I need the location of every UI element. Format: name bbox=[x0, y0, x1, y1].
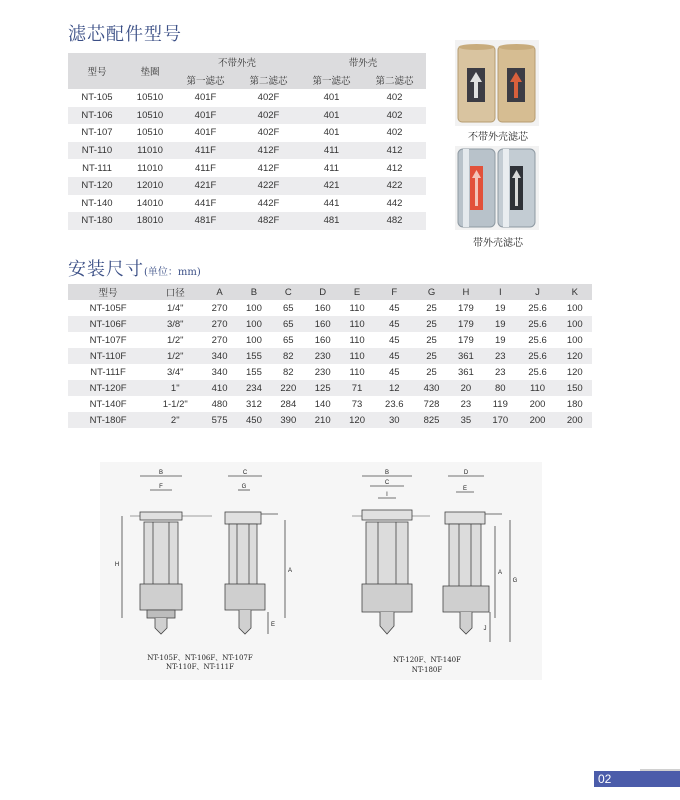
table-cell: NT-106F bbox=[68, 316, 148, 332]
column-header: I bbox=[483, 284, 517, 300]
table-cell: 402 bbox=[363, 107, 426, 125]
table-cell: 10510 bbox=[136, 92, 164, 104]
table-row bbox=[68, 124, 426, 142]
table-cell: 312 bbox=[246, 398, 262, 410]
table-cell: 402F bbox=[257, 127, 280, 139]
table-cell: NT-105 bbox=[81, 92, 113, 104]
dim-label-i: I bbox=[386, 492, 388, 498]
table-cell: 23.6 bbox=[385, 398, 404, 410]
table-cell: NT-180F bbox=[68, 412, 148, 428]
table-cell: 1/2" bbox=[148, 348, 202, 364]
table-row bbox=[68, 380, 592, 396]
header-second-filter: 第二滤芯 bbox=[237, 71, 300, 89]
table-cell: 25 bbox=[426, 302, 437, 314]
column-header: A bbox=[202, 284, 236, 300]
table-cell: 411 bbox=[300, 142, 363, 160]
table-cell: 19 bbox=[494, 334, 506, 346]
table-cell: NT-107F bbox=[89, 334, 127, 346]
table-row bbox=[68, 316, 592, 332]
table-cell: 340 bbox=[211, 366, 228, 378]
table-cell: 180 bbox=[566, 398, 583, 410]
table-cell: 210 bbox=[306, 412, 340, 428]
table-cell: 19 bbox=[483, 316, 517, 332]
table-cell: 200 bbox=[517, 412, 557, 428]
header-with-shell: 带外壳 bbox=[300, 53, 426, 71]
table-cell: 390 bbox=[271, 412, 305, 428]
dim-label-a-right: A bbox=[497, 570, 503, 576]
table-cell: 155 bbox=[237, 348, 271, 364]
header-no-shell: 不带外壳 bbox=[174, 53, 300, 71]
table-cell: 441F bbox=[194, 197, 217, 209]
column-header: 型号 bbox=[68, 284, 148, 300]
table-cell: 155 bbox=[246, 366, 262, 378]
column-header: H bbox=[449, 284, 483, 300]
table-cell: 361 bbox=[449, 348, 483, 364]
table-cell: NT-110 bbox=[68, 142, 126, 160]
table-cell: 73 bbox=[351, 398, 363, 410]
table-cell: 10510 bbox=[126, 107, 174, 125]
table-cell: 23 bbox=[483, 348, 517, 364]
table-cell: 3/8" bbox=[148, 316, 202, 332]
table-cell: 430 bbox=[414, 380, 448, 396]
table-cell: 401 bbox=[323, 92, 340, 104]
table-cell: 25.6 bbox=[517, 316, 557, 332]
table-cell: 11010 bbox=[126, 142, 174, 160]
table-cell: 100 bbox=[558, 316, 592, 332]
table-cell: 402F bbox=[257, 92, 280, 104]
table-cell: 575 bbox=[202, 412, 236, 428]
table-row bbox=[68, 332, 592, 348]
table-cell: 412 bbox=[386, 162, 403, 174]
table-cell: 45 bbox=[389, 302, 400, 314]
dim-label-c-right: C bbox=[384, 480, 390, 486]
table-cell: 110 bbox=[349, 302, 365, 314]
table-cell: 30 bbox=[374, 412, 414, 428]
table-cell: 110 bbox=[340, 316, 374, 332]
table-cell: 65 bbox=[283, 334, 294, 346]
table-cell: 25 bbox=[414, 348, 448, 364]
table-cell: 234 bbox=[237, 380, 271, 396]
table-cell: 160 bbox=[306, 316, 340, 332]
table-cell: 402 bbox=[386, 92, 403, 104]
table-row bbox=[68, 177, 426, 195]
column-header: G bbox=[414, 284, 448, 300]
table-cell: 71 bbox=[340, 380, 374, 396]
table-cell: 12 bbox=[374, 380, 414, 396]
table-row bbox=[68, 195, 426, 213]
table-cell: 402 bbox=[386, 127, 403, 139]
table-cell: 411F bbox=[174, 142, 237, 160]
table-cell: 25 bbox=[414, 316, 448, 332]
table-cell: 482 bbox=[363, 212, 426, 230]
table-cell: 411 bbox=[323, 162, 340, 174]
dimensions-header-row bbox=[68, 284, 592, 300]
caption-no-shell: 不带外壳滤芯 bbox=[468, 132, 528, 143]
table-cell: 25 bbox=[426, 366, 437, 378]
column-header: K bbox=[558, 284, 592, 300]
table-cell: 442F bbox=[257, 197, 280, 209]
table-cell: NT-120 bbox=[68, 177, 126, 195]
table-cell: 25.6 bbox=[528, 302, 547, 314]
table-cell: 200 bbox=[529, 398, 546, 410]
table-cell: NT-111F bbox=[90, 366, 126, 378]
table-cell: 23 bbox=[494, 366, 506, 378]
dim-label-g-right: G bbox=[512, 578, 518, 584]
filter-parts-table bbox=[68, 53, 426, 230]
table-cell: 340 bbox=[202, 348, 236, 364]
table-cell: 411F bbox=[195, 162, 216, 174]
dim-label-c: C bbox=[242, 470, 248, 476]
dim-label-j: J bbox=[483, 626, 487, 632]
dim-label-f: F bbox=[159, 484, 163, 490]
table-cell: 270 bbox=[202, 316, 236, 332]
table-cell: 179 bbox=[457, 334, 474, 346]
table-row bbox=[68, 364, 592, 380]
dim-label-a: A bbox=[287, 568, 293, 574]
table-cell: 481 bbox=[300, 212, 363, 230]
table-cell: 401 bbox=[323, 127, 340, 139]
dim-label-e-right: E bbox=[462, 486, 468, 492]
table-cell: 125 bbox=[306, 380, 340, 396]
table-cell: 100 bbox=[246, 334, 262, 346]
table-cell: 110 bbox=[349, 334, 365, 346]
table-cell: 12010 bbox=[126, 177, 174, 195]
table-cell: 20 bbox=[449, 380, 483, 396]
table-cell: 481F bbox=[174, 212, 237, 230]
table-cell: 14010 bbox=[136, 197, 164, 209]
table-cell: 100 bbox=[566, 302, 583, 314]
table-cell: 160 bbox=[314, 334, 331, 346]
table-cell: 421 bbox=[300, 177, 363, 195]
dim-label-d: D bbox=[463, 470, 469, 476]
table-row bbox=[68, 89, 426, 107]
column-header: E bbox=[340, 284, 374, 300]
table-row bbox=[68, 142, 426, 160]
table-cell: 119 bbox=[492, 398, 508, 410]
table-row bbox=[68, 348, 592, 364]
dim-label-b-right: B bbox=[384, 470, 390, 476]
table-cell: NT-107 bbox=[81, 127, 113, 139]
column-header: J bbox=[517, 284, 557, 300]
table-cell: 401F bbox=[174, 107, 237, 125]
table-cell: 422 bbox=[363, 177, 426, 195]
table-cell: 412F bbox=[237, 142, 300, 160]
table-cell: 230 bbox=[314, 366, 331, 378]
table-cell: 100 bbox=[237, 316, 271, 332]
table-cell: 160 bbox=[314, 302, 331, 314]
table-cell: 82 bbox=[283, 366, 294, 378]
filter-parts-body bbox=[68, 89, 426, 230]
table-cell: NT-140F bbox=[89, 398, 127, 410]
table-cell: 412 bbox=[363, 142, 426, 160]
table-cell: NT-106 bbox=[68, 107, 126, 125]
table-cell: 140 bbox=[314, 398, 331, 410]
dim-label-h: H bbox=[114, 562, 120, 568]
header-first-filter: 第一滤芯 bbox=[174, 71, 237, 89]
header-second-filter: 第二滤芯 bbox=[363, 71, 426, 89]
table-row bbox=[68, 412, 592, 428]
table-cell: 65 bbox=[271, 316, 305, 332]
column-header: D bbox=[306, 284, 340, 300]
table-cell: 402F bbox=[237, 107, 300, 125]
table-cell: NT-180 bbox=[68, 212, 126, 230]
table-cell: 25.6 bbox=[528, 366, 547, 378]
table-cell: NT-105F bbox=[89, 302, 127, 314]
table-cell: 82 bbox=[271, 348, 305, 364]
table-cell: 270 bbox=[211, 334, 228, 346]
table-cell: 3/4" bbox=[166, 366, 184, 378]
table-cell: 10510 bbox=[136, 127, 164, 139]
table-cell: 19 bbox=[494, 302, 506, 314]
dimensions-body bbox=[68, 300, 592, 428]
table-cell: 45 bbox=[389, 334, 400, 346]
table-cell: NT-120F bbox=[68, 380, 148, 396]
column-header: C bbox=[271, 284, 305, 300]
column-header: 口径 bbox=[148, 284, 202, 300]
table-cell: 284 bbox=[280, 398, 297, 410]
table-cell: 200 bbox=[558, 412, 592, 428]
table-cell: 120 bbox=[566, 366, 583, 378]
table-cell: 480 bbox=[211, 398, 228, 410]
table-cell: 220 bbox=[271, 380, 305, 396]
caption-with-shell: 带外壳滤芯 bbox=[473, 238, 523, 249]
table-cell: 825 bbox=[414, 412, 448, 428]
header-gasket: 垫圈 bbox=[126, 53, 174, 89]
table-cell: 18010 bbox=[126, 212, 174, 230]
table-row bbox=[68, 107, 426, 125]
table-cell: 45 bbox=[374, 316, 414, 332]
table-cell: 728 bbox=[423, 398, 440, 410]
table-cell: 421F bbox=[174, 177, 237, 195]
drawing-caption-right-1: NT-120F、NT-140F bbox=[393, 656, 461, 664]
table-cell: 401 bbox=[300, 107, 363, 125]
table-cell: 11010 bbox=[137, 162, 163, 174]
table-cell: 110 bbox=[340, 348, 374, 364]
table-cell: 80 bbox=[483, 380, 517, 396]
column-header: B bbox=[237, 284, 271, 300]
table-row bbox=[68, 300, 592, 316]
unit-label: (单位：mm) bbox=[144, 267, 201, 278]
table-cell: 150 bbox=[558, 380, 592, 396]
table-cell: 45 bbox=[374, 348, 414, 364]
section1-title: 滤芯配件型号 bbox=[68, 24, 182, 45]
header-model: 型号 bbox=[68, 53, 126, 89]
dim-label-e: E bbox=[270, 622, 276, 628]
table-cell: 120 bbox=[340, 412, 374, 428]
table-cell: 412F bbox=[257, 162, 280, 174]
page-number: 02 bbox=[598, 772, 612, 786]
table-cell: 401F bbox=[194, 127, 217, 139]
table-cell: 25 bbox=[426, 334, 437, 346]
drawing-caption-right-2: NT-180F bbox=[411, 666, 443, 674]
table-cell: 450 bbox=[237, 412, 271, 428]
drawing-caption-left-1: NT-105F、NT-106F、NT-107F bbox=[147, 654, 253, 662]
table-row bbox=[68, 396, 592, 412]
table-cell: 25.6 bbox=[528, 334, 547, 346]
table-cell: 179 bbox=[449, 316, 483, 332]
install-dimensions-table bbox=[68, 284, 592, 428]
table-cell: 1/2" bbox=[166, 334, 184, 346]
header-first-filter: 第一滤芯 bbox=[300, 71, 363, 89]
filter-photo-no-shell bbox=[455, 40, 539, 126]
table-cell: 401F bbox=[194, 92, 217, 104]
table-cell: 170 bbox=[483, 412, 517, 428]
drawing-caption-left-2: NT-110F、NT-111F bbox=[166, 663, 234, 671]
table-cell: 2" bbox=[148, 412, 202, 428]
filter-photo-with-shell bbox=[455, 146, 539, 230]
table-cell: 1-1/2" bbox=[162, 398, 188, 410]
table-cell: 441 bbox=[323, 197, 340, 209]
dim-label-g: G bbox=[241, 484, 247, 490]
table-cell: 361 bbox=[457, 366, 474, 378]
table-row bbox=[68, 212, 426, 230]
table-cell: 1/4" bbox=[166, 302, 184, 314]
table-cell: 23 bbox=[460, 398, 472, 410]
section2-title: 安装尺寸(单位：mm) bbox=[68, 259, 201, 280]
table-cell: 442 bbox=[386, 197, 403, 209]
dim-label-b: B bbox=[158, 470, 164, 476]
table-cell: 110 bbox=[517, 380, 557, 396]
table-cell: 120 bbox=[558, 348, 592, 364]
table-cell: NT-111 bbox=[82, 162, 112, 174]
table-cell: 230 bbox=[306, 348, 340, 364]
table-cell: 35 bbox=[449, 412, 483, 428]
table-cell: NT-140 bbox=[81, 197, 113, 209]
table-row bbox=[68, 159, 426, 177]
table-cell: 270 bbox=[211, 302, 228, 314]
table-cell: 100 bbox=[246, 302, 262, 314]
column-header: F bbox=[374, 284, 414, 300]
table-cell: 410 bbox=[202, 380, 236, 396]
table-cell: 110 bbox=[349, 366, 365, 378]
table-cell: 25.6 bbox=[517, 348, 557, 364]
table-cell: 45 bbox=[389, 366, 400, 378]
installation-drawing bbox=[100, 462, 542, 680]
table-cell: 65 bbox=[283, 302, 294, 314]
table-cell: 179 bbox=[457, 302, 474, 314]
table-cell: 1" bbox=[148, 380, 202, 396]
table-cell: NT-110F bbox=[68, 348, 148, 364]
table-cell: 482F bbox=[237, 212, 300, 230]
table-cell: 422F bbox=[237, 177, 300, 195]
table-cell: 100 bbox=[566, 334, 583, 346]
